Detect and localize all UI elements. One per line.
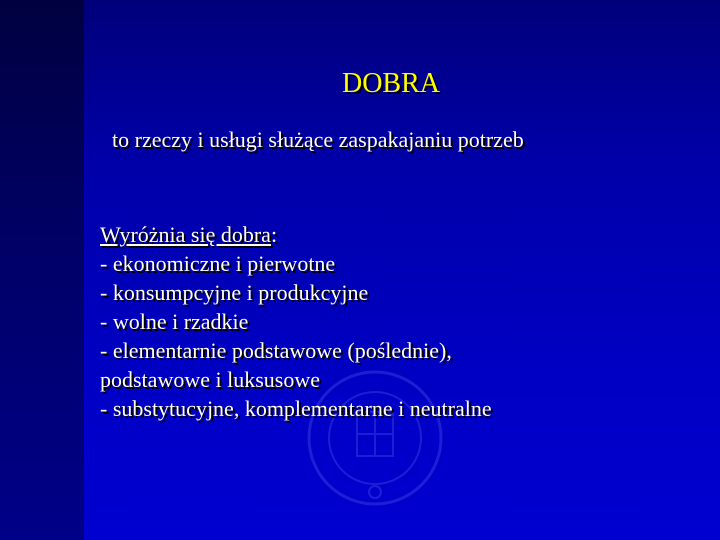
slide-title: DOBRA: [341, 68, 440, 99]
list-item: - wolne i rzadkie: [100, 309, 249, 334]
list-heading-colon: :: [270, 222, 278, 247]
list-item: - ekonomiczne i pierwotne: [100, 251, 336, 276]
goods-list: [100, 220, 700, 423]
slide-subtitle: to rzeczy i usługi służące zaspakajaniu potrzeb: [112, 127, 524, 152]
list-item: - substytucyjne, komplementarne i neutralne: [100, 396, 492, 421]
list-item: - konsumpcyjne i produkcyjne: [100, 280, 369, 305]
list-heading: Wyróżnia się dobra: [100, 222, 271, 247]
list-item: podstawowe i luksusowe: [100, 367, 320, 392]
list-item: - elementarnie podstawowe (poślednie),: [100, 338, 452, 363]
list-heading-line: [100, 220, 700, 249]
